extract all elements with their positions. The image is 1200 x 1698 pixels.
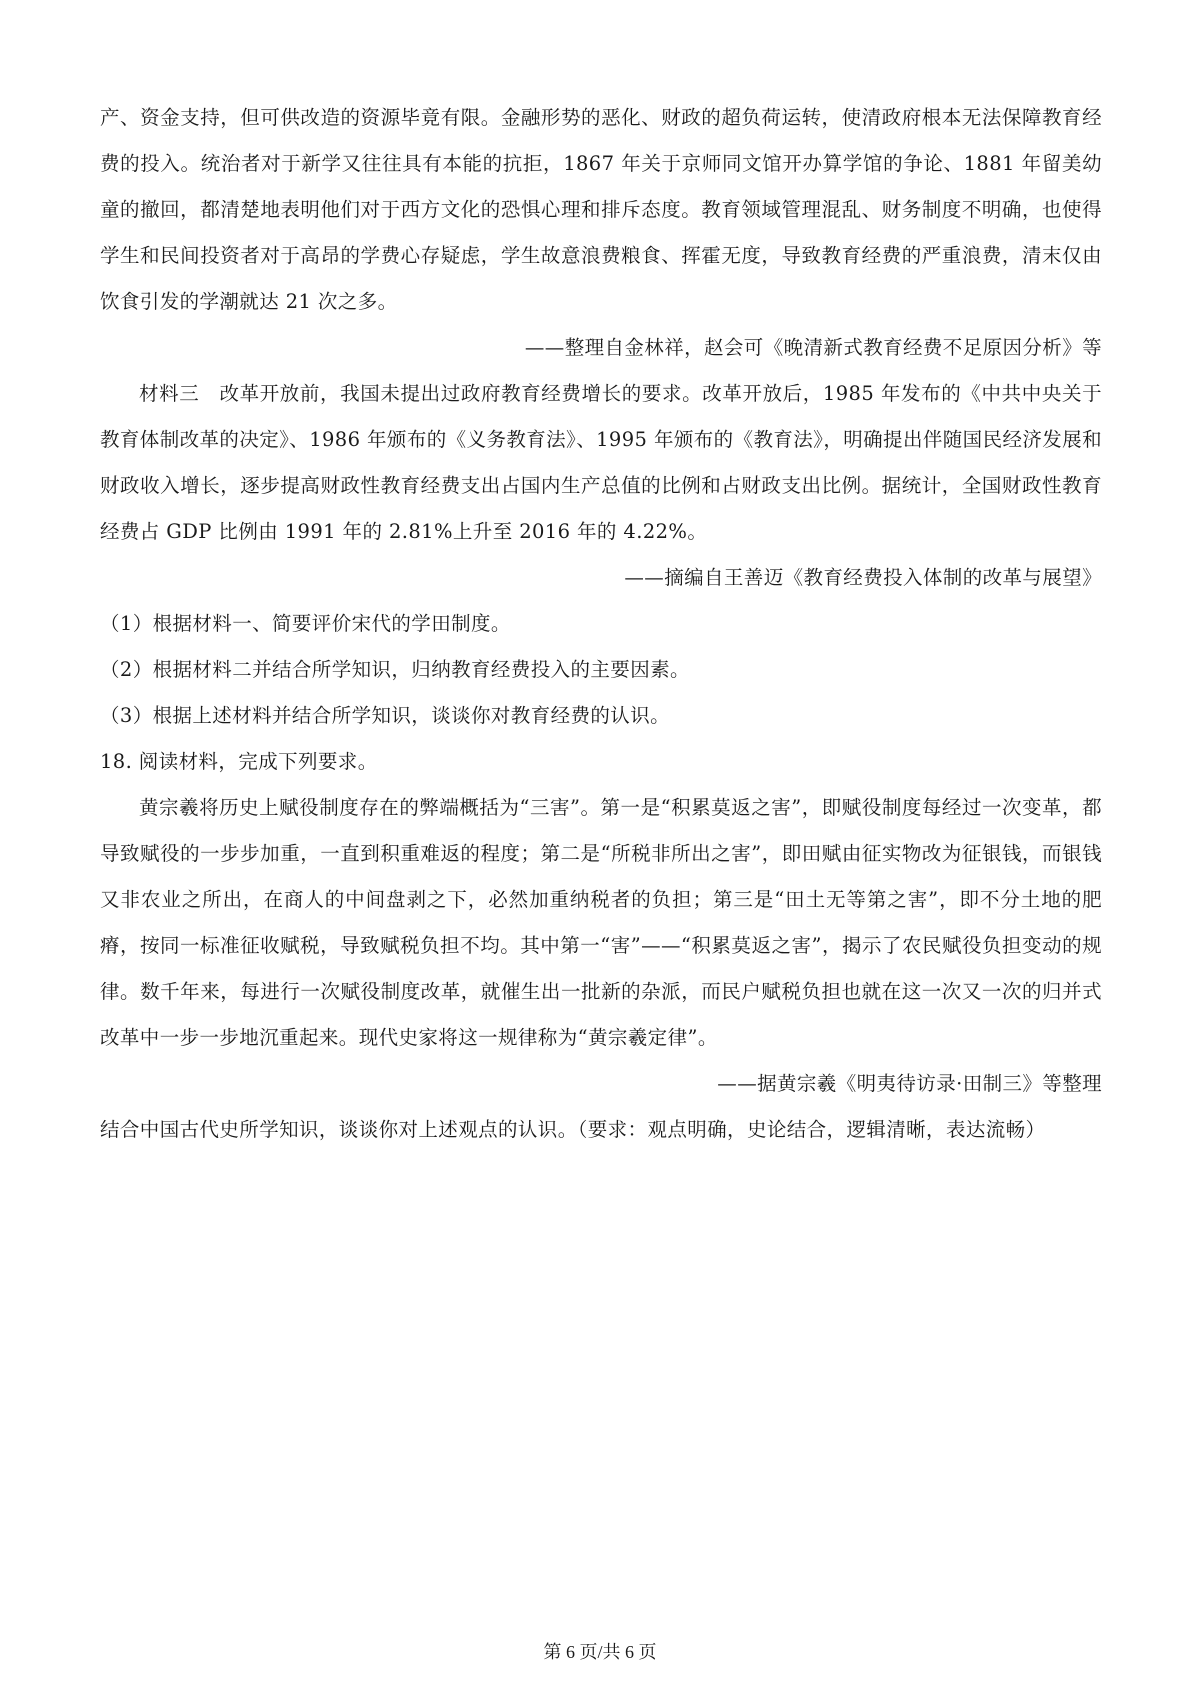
document-body bbox=[100, 95, 1102, 1153]
question-18-material: 黄宗羲将历史上赋役制度存在的弊端概括为“三害”。第一是“积累莫返之害”，即赋役制度每经过一次变革，都导致赋役的一步步加重，一直到积重难返的程度；第二是“所税非所出之害”，即田赋由征实物改为征银钱，而银钱又非农业之所出，在商人的中间盘剥之下，必然加重纳税者的负担；第三是“田土无等第之害”，即不分土地的肥瘠，按同一标准征收赋税，导致赋税负担不均。其中第一“害”——“积累莫返之害”，揭示了农民赋役负担变动的规律。数千年来，每进行一次赋役制度改革，就催生出一批新的杂派，而民户赋税负担也就在这一次又一次的归并式改革中一步一步地沉重起来。现代史家将这一规律称为“黄宗羲定律”。 bbox=[100, 796, 1102, 1049]
question-17-2: （2）根据材料二并结合所学知识，归纳教育经费投入的主要因素。 bbox=[100, 658, 690, 681]
question-18-source: ——据黄宗羲《明夷待访录·田制三》等整理 bbox=[717, 1072, 1102, 1095]
page-footer: 第 6 页/共 6 页 bbox=[543, 1642, 657, 1662]
question-18-requirement: 结合中国古代史所学知识，谈谈你对上述观点的认识。（要求：观点明确，史论结合，逻辑清晰，表达流畅） bbox=[100, 1118, 1046, 1141]
material-2-source: ——整理自金林祥，赵会可《晚清新式教育经费不足原因分析》等 bbox=[524, 336, 1102, 359]
question-18-title: 18. 阅读材料，完成下列要求。 bbox=[100, 750, 378, 773]
material-2-continuation: 产、资金支持，但可供改造的资源毕竟有限。金融形势的恶化、财政的超负荷运转，使清政府根本无法保障教育经费的投入。统治者对于新学又往往具有本能的抗拒，1867 年关于京师同文馆开办算学馆的争论、1881 年留美幼童的撤回，都清楚地表明他们对于西方文化的恐惧心理和排斥态度。教育领域管理混乱、财务制度不明确，也使得学生和民间投资者对于高昂的学费心存疑虑，学生故意浪费粮食、挥霍无度，导致教育经费的严重浪费，清末仅由饮食引发的学潮就达 21 次之多。 bbox=[100, 106, 1102, 313]
question-17-3: （3）根据上述材料并结合所学知识，谈谈你对教育经费的认识。 bbox=[100, 704, 671, 727]
material-3-text: 材料三 改革开放前，我国未提出过政府教育经费增长的要求。改革开放后，1985 年发布的《中共中央关于教育体制改革的决定》、1986 年颁布的《义务教育法》、1995 年颁布的《教育法》，明确提出伴随国民经济发展和财政收入增长，逐步提高财政性教育经费支出占国内生产总值的比例和占财政支出比例。据统计，全国财政性教育经费占 GDP 比例由 1991 年的 2.81%上升至 2016 年的 4.22%。 bbox=[100, 382, 1102, 543]
material-3-source: ——摘编自王善迈《教育经费投入体制的改革与展望》 bbox=[624, 566, 1102, 589]
question-17-1: （1）根据材料一、简要评价宋代的学田制度。 bbox=[100, 612, 511, 635]
